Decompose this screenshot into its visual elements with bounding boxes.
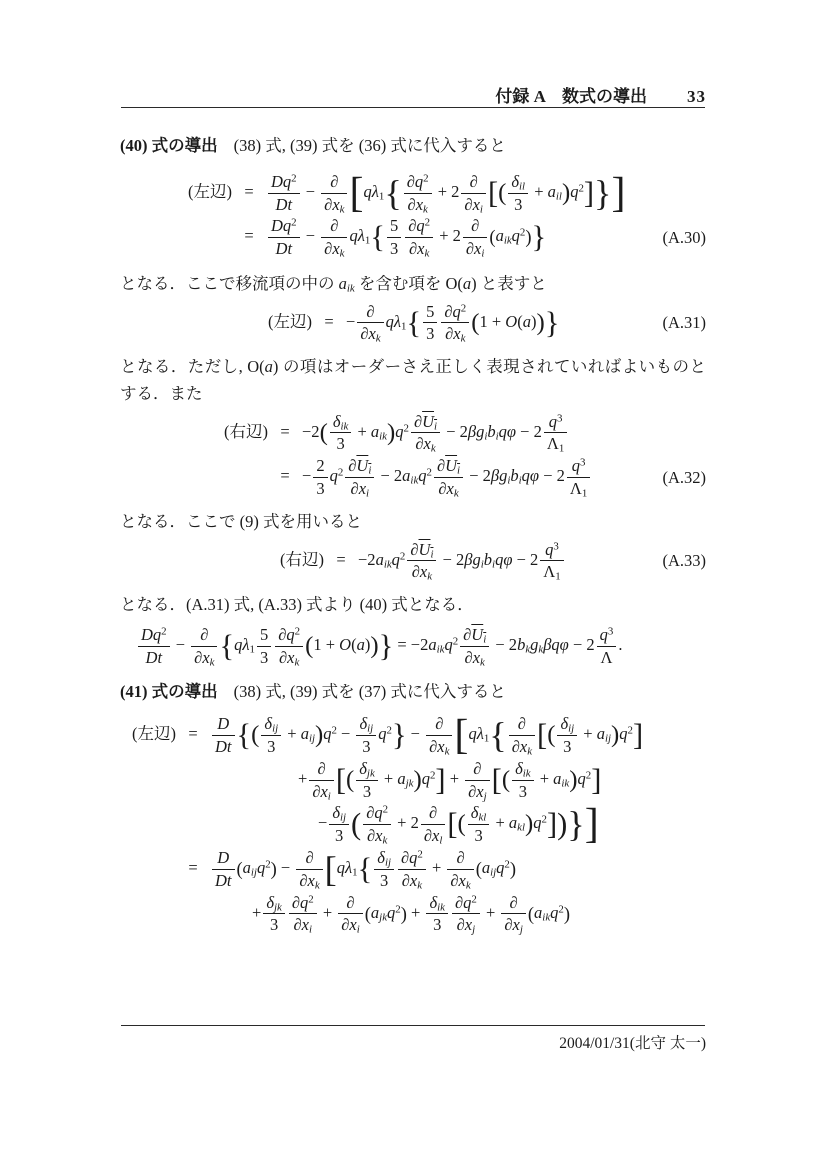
header-page-number: 33 bbox=[687, 87, 706, 106]
equation-40-line-1 bbox=[136, 625, 706, 668]
header-title: 付録 A 数式の導出 bbox=[495, 87, 647, 106]
eq-expression: −2( $\delta_{ik}$ 3 + $a_{ik})q^2$ $\frac{\partial U_i}{\partial x_k}$ − $2\beta g_ib_iq\varphi - 2$ $\frac{q^3}{\Lambda_1}$ bbox=[302, 412, 569, 455]
equation-tag-a30: (A.30) bbox=[662, 227, 706, 247]
equation-a32 bbox=[222, 412, 706, 499]
eq-expression: $\frac{Dq^2}{Dt}$ − ∂ $\partial x_k$ $q\lambda_1${ $\frac{5}{3}$ $\frac{\partial q^2}{\partial x_k}$ + 2 ∂ $\partial x_i$ $(a_{ik}q^2)$} bbox=[266, 216, 546, 259]
equals-sign: = bbox=[336, 549, 346, 569]
paragraph-section-40 bbox=[120, 133, 706, 160]
equation-41-line-2 bbox=[130, 759, 706, 802]
equation-tag-a33: (A.33) bbox=[662, 550, 706, 570]
eq-lhs-label: (右辺) bbox=[224, 421, 268, 441]
equation-a30 bbox=[186, 169, 706, 260]
equation-41-derivation bbox=[130, 714, 706, 935]
eq-lhs-label: (左辺) bbox=[268, 311, 312, 331]
equation-a30-line-2 bbox=[186, 216, 706, 259]
eq-expression: + ∂ $\partial x_i$ [( $\delta_{jk}$ 3 + $a_{jk})q^2$] + ∂ $\partial x_j$ [( $\delta_{ik}$ 3 + $a_{ik})q^2$] bbox=[298, 758, 602, 802]
eq-expression: $\frac{Dq^2}{Dt}$ − ∂ $\partial x_k$ {$q\lambda_1$ $\frac{5}{3}$ $\frac{\partial q^2}{\partial x_k}$ $(1 + O(a))\} = -2a_{ik}q^2$ $\frac{\partial U_i}{\partial x_k}$ − $2b_kg_k\beta q\varphi - 2$ $\frac{q^3}{\Lambda}$ . bbox=[136, 625, 622, 668]
eq-expression: + $\delta_{jk}$ 3 $\frac{\partial q^2}{\partial x_i}$ + ∂ $\partial x_i$ $(a_{jk}q^2)$ + $\delta_{ik}$ 3 $\frac{\partial q^2}{\partial x_j}$ + ∂ $\partial x_j$ $(a_{ik}q^2)$ bbox=[252, 892, 570, 936]
equation-a31-line-1 bbox=[266, 302, 706, 345]
equation-a31 bbox=[266, 302, 706, 345]
eq-lhs-label: (左辺) bbox=[132, 724, 176, 744]
equation-a33-line-1 bbox=[278, 540, 706, 583]
footer-rule bbox=[121, 1025, 705, 1026]
equation-41-line-4 bbox=[130, 848, 706, 891]
paragraph-after-a30: となる．ここで移流項の中の $a_{ik}$ を含む項を O(a) と表すと bbox=[120, 273, 547, 295]
eq-expression: $\frac{D}{Dt}$ {( $\delta_{ij}$ 3 + $a_{ij})q^2$ − $\delta_{ij}$ 3 $q^2$} − ∂ $\partial x_k$ [$q\lambda_1${ ∂ $\partial x_k$ [( $\delta_{ij}$ 3 + $a_{ij})q^2$] bbox=[210, 714, 643, 757]
eq-lhs-label: (右辺) bbox=[280, 549, 324, 569]
equation-41-line-5 bbox=[130, 893, 706, 936]
section-heading-40: (40) 式の導出 bbox=[120, 136, 218, 155]
section-lead-40: (38) 式, (39) 式を (36) 式に代入すると bbox=[233, 136, 506, 155]
equation-tag-a31: (A.31) bbox=[662, 312, 706, 332]
equals-sign: = bbox=[280, 421, 290, 441]
equals-sign: = bbox=[324, 311, 334, 331]
equals-sign: = bbox=[244, 181, 254, 201]
equals-sign: = bbox=[280, 466, 290, 486]
equation-a32-line-1 bbox=[222, 412, 706, 455]
equation-41-line-3 bbox=[130, 803, 706, 846]
equation-a32-line-2 bbox=[222, 456, 706, 499]
eq-expression: $\frac{D}{Dt}$ $(a_{ij}q^2)$ − ∂ $\partial x_k$ [$q\lambda_1${ $\delta_{ij}$ 3 $\frac{\partial q^2}{\partial x_k}$ + ∂ $\partial x_k$ $(a_{ij}q^2)$ bbox=[210, 848, 516, 891]
equals-sign: = bbox=[188, 724, 198, 744]
paragraph-section-41 bbox=[120, 679, 706, 706]
eq-expression: − $\delta_{ij}$ 3 ( $\frac{\partial q^2}{\partial x_k}$ + 2 ∂ $\partial x_l$ [( $\delta_{kl}$ 3 + $a_{kl})q^2$])}] bbox=[318, 801, 599, 848]
section-heading-41: (41) 式の導出 bbox=[120, 682, 218, 702]
paragraph-after-a33: となる．(A.31) 式, (A.33) 式より (40) 式となる． bbox=[120, 595, 474, 615]
page-header bbox=[120, 82, 706, 107]
eq-expression: $\frac{Dq^2}{Dt}$ − ∂ $\partial x_k$ [$q\lambda_1${ $\frac{\partial q^2}{\partial x_k}$ + 2 ∂ $\partial x_i$ [( $\delta_{il}$ 3 + $a_{il})q^2$]}] bbox=[266, 172, 625, 215]
content-area bbox=[120, 133, 706, 937]
equation-40-result bbox=[136, 625, 706, 668]
equals-sign: = bbox=[188, 858, 198, 878]
equals-sign: = bbox=[244, 226, 254, 246]
page-footer bbox=[120, 1031, 706, 1053]
eq-expression: − $\frac{2}{3}$ $q^2$ $\frac{\partial U_i}{\partial x_i}$ − $2a_{ik}q^2$ $\frac{\partial U_i}{\partial x_k}$ − $2\beta g_ib_iq\varphi - 2$ $\frac{q^3}{\Lambda_1}$ bbox=[302, 456, 592, 499]
eq-lhs-label: (左辺) bbox=[188, 181, 232, 201]
paragraph-after-a32: となる．ここで (9) 式を用いると bbox=[120, 511, 362, 531]
equation-tag-a32: (A.32) bbox=[662, 467, 706, 487]
equation-41-line-1 bbox=[130, 714, 706, 757]
eq-expression: − ∂ $\partial x_k$ $q\lambda_1${ $\frac{5}{3}$ $\frac{\partial q^2}{\partial x_k}$ (1 + O(a))} bbox=[346, 301, 560, 345]
header-rule bbox=[121, 107, 705, 108]
paragraph-after-a31: となる．ただし, O(a) の項はオーダーさえ正しく表現されていればよいものとする．また bbox=[120, 357, 706, 403]
equation-a30-line-1 bbox=[186, 169, 706, 216]
section-lead-41: (38) 式, (39) 式を (37) 式に代入すると bbox=[233, 682, 506, 702]
footer-date-author: 2004/01/31(北守 太一) bbox=[559, 1035, 706, 1052]
eq-expression: $-2a_{ik}q^2$ $\frac{\partial U_i}{\partial x_k}$ − $2\beta g_ib_iq\varphi - 2$ $\frac{q^3}{\Lambda_1}$ bbox=[358, 540, 566, 583]
equation-a33 bbox=[278, 540, 706, 583]
